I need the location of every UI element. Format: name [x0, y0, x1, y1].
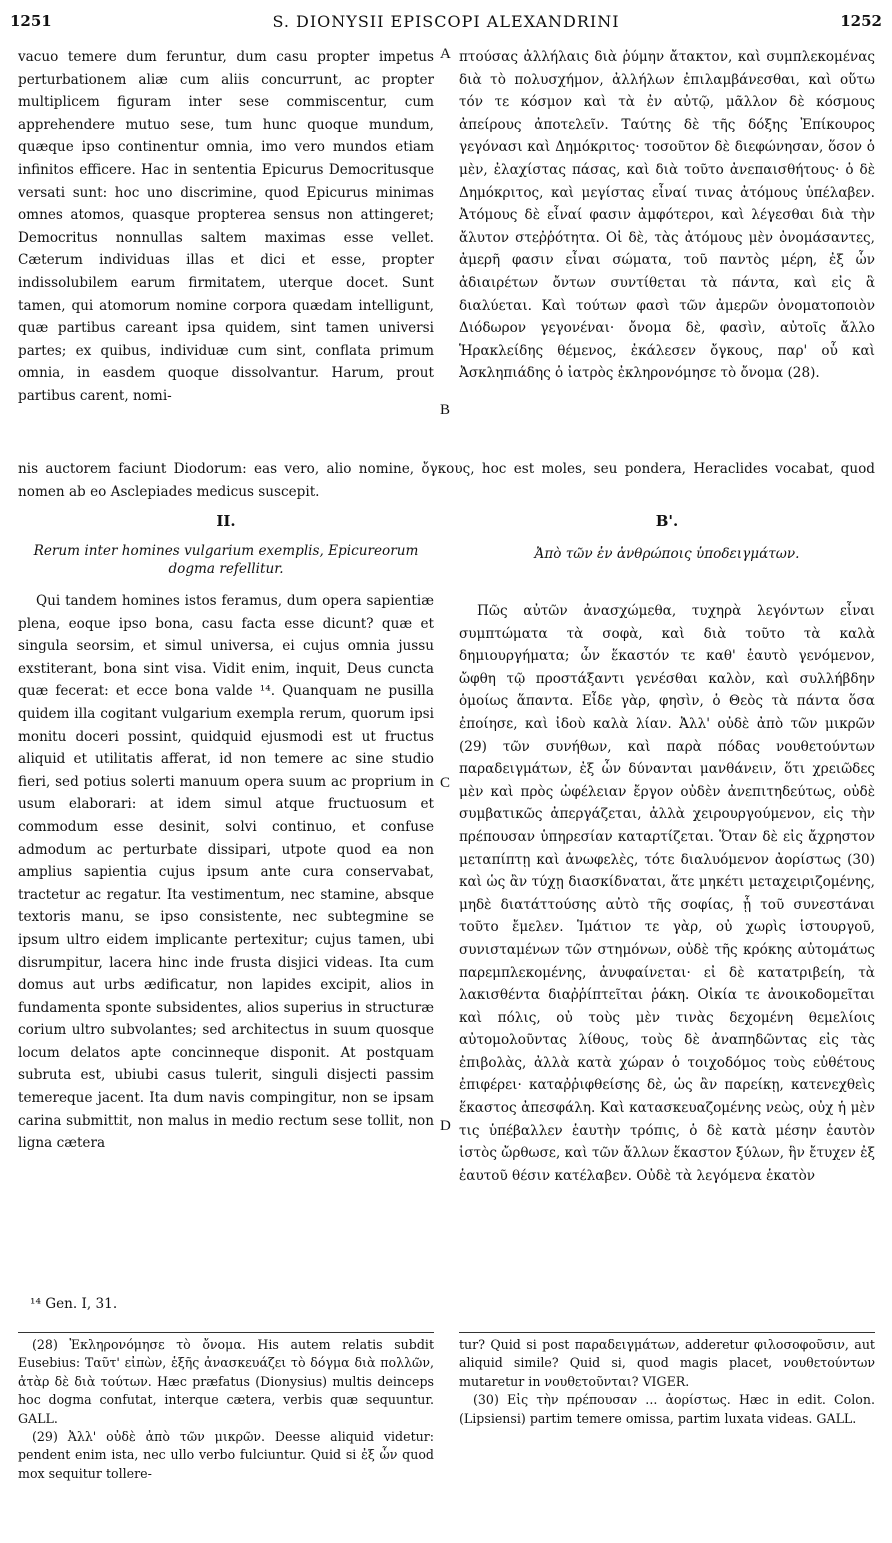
- scripture-footnote: ¹⁴ Gen. I, 31.: [30, 1296, 118, 1312]
- latin-paragraph-body: Qui tandem homines istos feramus, dum opera sapientiæ plena, eoque ipso bona, casu facta esse dicunt? quæ et singula seorsim, et simul universa, ei cujus omnia jussu exstiterant, bona sint visa. Vidit enim, inquit, Deus cuncta quæ fecerat: et ecce bona valde ¹⁴. Quanquam ne pusilla quidem illa cogitant vulgarium exempla rerum, quorum ipsi monitu doceri possint, quidquid ejusmodi est ut fructus aliquid et utilitatis afferat, id non temere ac sine studio fieri, sed potius solerti manuum opera suum ac proprium in usum elaborari: at idem simul atque fructuosum et commodum esse desinit, solvi continuo, et confuse admodum ac perturbate dissipari, utpote quod ea non amplius sapientia cujus ipsum ante cura conservabat, tractetur ac regatur. Ita vestimentum, nec stamine, absque textoris manu, se ipso consistente, nec subtegmine se ipsum ultro eidem implicante pertexitur; cujus tamen, ubi disrumpitur, lacera hinc inde frusta disjici videas. Ita cum domus aut urbs ædificatur, non lapides excipit, alios in fundamenta sponte subsidentes, alios superius in structuræ corium ultro subvolantes; sed architectus in suum quosque locum delatos apte concinneque disponit. At postquam subruta est, ubiubi casus tulerit, singuli disjecti passim temereque jacent. Ita dum navis compingitur, non se ipsam carina submittit, non malus in medio rectum sese tollit, non ligna cætera: [18, 593, 434, 1152]
- note-28: (28) Ἐκληρονόμησε τὸ ὄνομα. His autem relatis subdit Eusebius: Ταῦτ' εἰπὼν, ἑξῆς ἀνασκευάζει τὸ δόγμα διὰ πολλῶν, ἀτὰρ δὲ διὰ τούτων. Hæc præfatus (Dionysius) multis deinceps hoc dogma confutat, interque cætera, verbis quæ sequuntur. GALL.: [18, 1337, 434, 1426]
- margin-letter-c: C: [440, 775, 451, 791]
- page-number-left: 1251: [10, 12, 52, 30]
- margin-letter-b: B: [440, 402, 451, 418]
- section-title-greek: Ἀπὸ τῶν ἐν ἀνθρώποις ὑποδειγμάτων.: [534, 546, 800, 562]
- latin-column-body: [18, 590, 434, 1252]
- greek-paragraph-top: πτούσας ἀλλήλαις διὰ ῥύμην ἄτακτον, καὶ συμπλεκομένας διὰ τὸ πολυσχήμον, ἀλλήλων ἐπιλαμβάνεσθαι, καὶ οὕτω τόν τε κόσμον καὶ τὰ ἐν αὐτῷ, μᾶλλον δὲ κόσμους ἀπείρους ἀποτελεῖν. Ταύτης δὲ τῆς δόξης Ἐπίκουρος γεγόνασι καὶ Δημόκριτος· τοσοῦτον δὲ διεφώνησαν, ὅσον ὁ μὲν, ἐλαχίστας πάσας, καὶ διὰ τοῦτο ἀνεπαισθήτους· ὁ δὲ Δημόκριτος, καὶ μεγίστας εἶναί τινας ἀτόμους ὑπέλαβεν. Ἀτόμους δὲ εἶναί φασιν ἀμφότεροι, καὶ λέγεσθαι διὰ τὴν ἄλυτον στεῤῥότητα. Οἱ δὲ, τὰς ἀτόμους μὲν ὀνομάσαντες, ἀμερῆ φασιν εἶναι σώματα, τοῦ παντὸς μέρη, ἐξ ὧν ἀδιαιρέτων ὄντων συντίθεται τὰ πάντα, καὶ εἰς ἃ διαλύεται. Καὶ τούτων φασὶ τῶν ἀμερῶν ὀνοματοποιὸν Διόδωρον γεγονέναι· ὄνομα δὲ, φασὶν, αὐτοῖς ἄλλο Ἡρακλείδης θέμενος, ἐκάλεσεν ὄγκους, παρ' οὗ καὶ Ἀσκληπιάδης ὁ ἰατρὸς ἐκληρονόμησε τὸ ὄνομα (28).: [459, 49, 875, 382]
- latin-column-top: [18, 46, 434, 456]
- margin-letter-a: A: [440, 46, 451, 62]
- latin-paragraph-top: vacuo temere dum feruntur, dum casu propter impetus perturbationem aliæ cum aliis concurrunt, ac propter multiplicem figuram inter sese commiscentur, cum apprehendere mutuo sese, tum hunc quoque mundum, quæque ipso continentur omnia, imo vero mundos etiam infinitos efficere. Hac in sententia Epicurus Democritusque versati sunt: hoc uno discrimine, quod Epicurus minimas omnes atomos, quasque propterea sensus non attingeret; Democritus nonnullas saltem maximas esse vellet. Cæterum individuas illas et dici et esse, propter indissolubilem earum firmitatem, uterque docet. Sunt tamen, qui atomorum nomine corpora quædam intelligunt, quæ partibus careant ipsa quidem, sint tamen universi partes; ex quibus, individuæ cum sint, conflata primum omnia, in easdem quoque dissolvantur. Harum, prout partibus carent, nomi-: [18, 49, 434, 404]
- page-number-right: 1252: [840, 12, 882, 30]
- notes-left-column: [18, 1336, 434, 1483]
- running-title: S. DIONYSII EPISCOPI ALEXANDRINI: [272, 12, 620, 31]
- full-width-continuation: [18, 458, 875, 503]
- section-number-latin: II.: [216, 512, 236, 530]
- section-number-greek: Β'.: [655, 512, 679, 530]
- greek-column-top: [459, 46, 875, 456]
- note-29-continued: tur? Quid si post παραδειγμάτων, adderetur φιλοσοφοῦσιν, aut aliquid simile? Quid si, quod magis placet, νουθετούντων mutaretur in νουθετοῦνται? VIGER.: [459, 1337, 875, 1389]
- full-width-paragraph: nis auctorem faciunt Diodorum: eas vero, alio nomine, ὄγκους, hoc est moles, seu pondera, Heraclides vocabat, quod nomen ab eo Asclepiades medicus suscepit.: [18, 461, 875, 500]
- notes-right-column: [459, 1336, 875, 1428]
- greek-paragraph-body: Πῶς αὐτῶν ἀνασχώμεθα, τυχηρὰ λεγόντων εἶναι συμπτώματα τὰ σοφὰ, καὶ διὰ τοῦτο τὰ καλὰ δημιουργήματα; ὧν ἕκαστόν τε καθ' ἑαυτὸ γενόμενον, ὤφθη τῷ προστάξαντι γενέσθαι καλὸν, καὶ συλλήβδην ὁμοίως ἅπαντα. Εἶδε γὰρ, φησὶν, ὁ Θεὸς τὰ πάντα ὅσα ἐποίησε, καὶ ἰδοὺ καλὰ λίαν. Ἀλλ' οὐδὲ ἀπὸ τῶν μικρῶν (29) τῶν συνήθων, καὶ παρὰ πόδας νουθετούντων παραδειγμάτων, ἐξ ὧν δύνανται μανθάνειν, ὅτι χρειῶδες μὲν καὶ πρὸς ὠφέλειαν ἔργον οὐδὲν ἀνεπιτηδεύτως, οὐδὲ συμβατικῶς ἀπεργάζεται, ἀλλὰ χειρουργούμενον, εἰς τὴν πρέπουσαν ὑπηρεσίαν καταρτίζεται. Ὅταν δὲ εἰς ἄχρηστον μεταπίπτῃ καὶ ἀνωφελὲς, τότε διαλυόμενον ἀορίστως (30) καὶ ὡς ἂν τύχῃ διασκίδναται, ἅτε μηκέτι μεταχειριζομένης, μηδὲ διατάττούσης αὐτὸ τῆς σοφίας, ᾗ τοῦ συνεστάναι τοῦτο ἔμελεν. Ἱμάτιον τε γὰρ, οὐ χωρὶς ἱστουργοῦ, συνισταμένων τῶν στημόνων, οὐδὲ τῆς κρόκης αὐτομάτως παρεμπλεκομένης, ἀνυφαίνεται· εἰ δὲ κατατριβείη, τὰ λακισθέντα διαῤῥίπτεῖται ῥάκη. Οἰκία τε ἀνοικοδομεῖται καὶ πόλις, οὐ τοὺς μὲν τινὰς δεχομένη θεμελίοις αὐτομολοῦντας λίθους, τοὺς δὲ ἀναπηδῶντας εἰς τὰς ἐπιβολὰς, ἀλλὰ κατὰ χώραν ὁ τοιχοδόμος τοὺς εὐθέτους ἐπιφέρει· καταῤῥιφθείσης δὲ, ὡς ἂν παρείκῃ, κατενεχθεὶς ἕκαστος ἀπεσφάλη. Καὶ κατασκευαζομένης νεὼς, οὐχ ἡ μὲν τις ὑπέβαλλεν ἑαυτὴν τρόπις, ὁ δὲ κατὰ μέσην ἑαυτὸν ἱστὸς ὤρθωσε, καὶ τῶν ἄλλων ἕκαστον ξύλων, ἣν ἔτυχεν ἐξ ἑαυτοῦ θέσιν κατέλαβεν. Οὐδὲ τὰ λεγόμενα ἑκατὸν: [459, 603, 875, 1184]
- note-30: (30) Εἰς τὴν πρέπουσαν ... ἀορίστως. Hæc in edit. Colon. (Lipsiensi) partim temere omissa, partim luxata videas. GALL.: [459, 1392, 875, 1426]
- note-29: (29) Ἀλλ' οὐδὲ ἀπὸ τῶν μικρῶν. Deesse aliquid videtur: pendent enim ista, nec ullo verbo fulciuntur. Quid si ἐξ ὧν quod mox sequitur tollere-: [18, 1429, 434, 1481]
- margin-letter-d: D: [440, 1118, 451, 1134]
- notes-divider-right: [459, 1332, 875, 1333]
- running-header: [10, 12, 882, 40]
- greek-column-body: [459, 600, 875, 1252]
- section-title-latin: Rerum inter homines vulgarium exemplis, Epicureorum dogma refellitur.: [33, 543, 419, 577]
- notes-divider-left: [18, 1332, 434, 1333]
